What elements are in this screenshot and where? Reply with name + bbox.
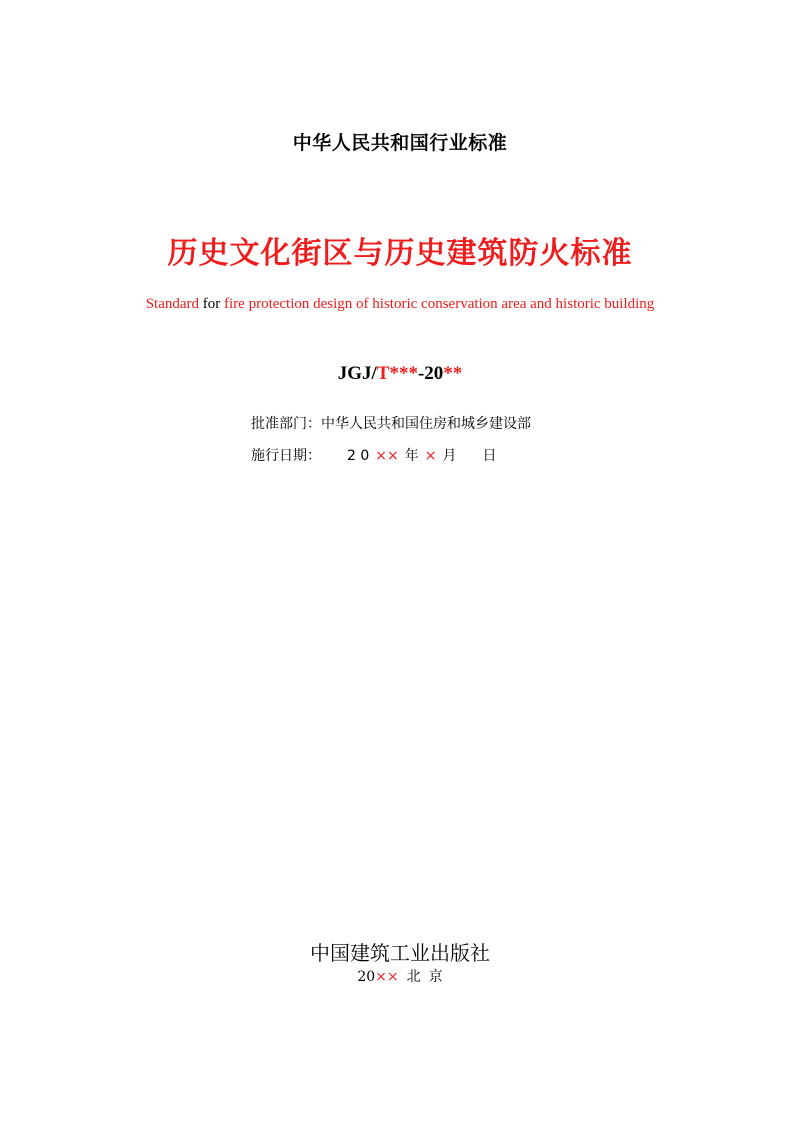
date-month-unit: 月: [442, 448, 457, 464]
approval-row: [251, 413, 531, 433]
date-month-placeholder: ×: [424, 448, 437, 464]
code-year-suffix: **: [443, 363, 463, 384]
date-year-unit: 年: [404, 448, 419, 464]
standard-code: [0, 363, 800, 385]
effective-date-label: 施行日期：: [251, 448, 321, 464]
english-title-part-standard: Standard: [145, 296, 200, 312]
date-year-prefix: 2 0: [347, 448, 370, 464]
code-prefix: JGJ/: [337, 363, 377, 384]
date-day-unit: 日: [482, 448, 497, 464]
publication-city-1: 北: [406, 969, 421, 985]
standard-title: 历史文化街区与历史建筑防火标准: [167, 236, 633, 271]
english-title-part-for: for: [199, 296, 225, 312]
code-separator: -20: [417, 363, 444, 384]
publication-year-prefix: 20: [357, 969, 376, 985]
approval-label: 批准部门：: [251, 416, 321, 432]
english-title-part-rest: fire protection design of historic conservation area and historic building: [224, 296, 655, 312]
publisher-name: 中国建筑工业出版社: [310, 941, 490, 965]
code-series: T***: [376, 363, 418, 384]
approval-value: 中华人民共和国住房和城乡建设部: [321, 416, 531, 432]
date-year-placeholder: ××: [375, 448, 399, 464]
effective-date-value: [347, 448, 502, 464]
publication-year-place: [0, 966, 800, 986]
publication-city-2: 京: [428, 969, 443, 985]
publication-year-placeholder: ××: [375, 969, 399, 985]
english-title: [0, 296, 800, 313]
industry-standard-header: 中华人民共和国行业标准: [292, 132, 508, 154]
effective-date-row: [251, 445, 502, 465]
